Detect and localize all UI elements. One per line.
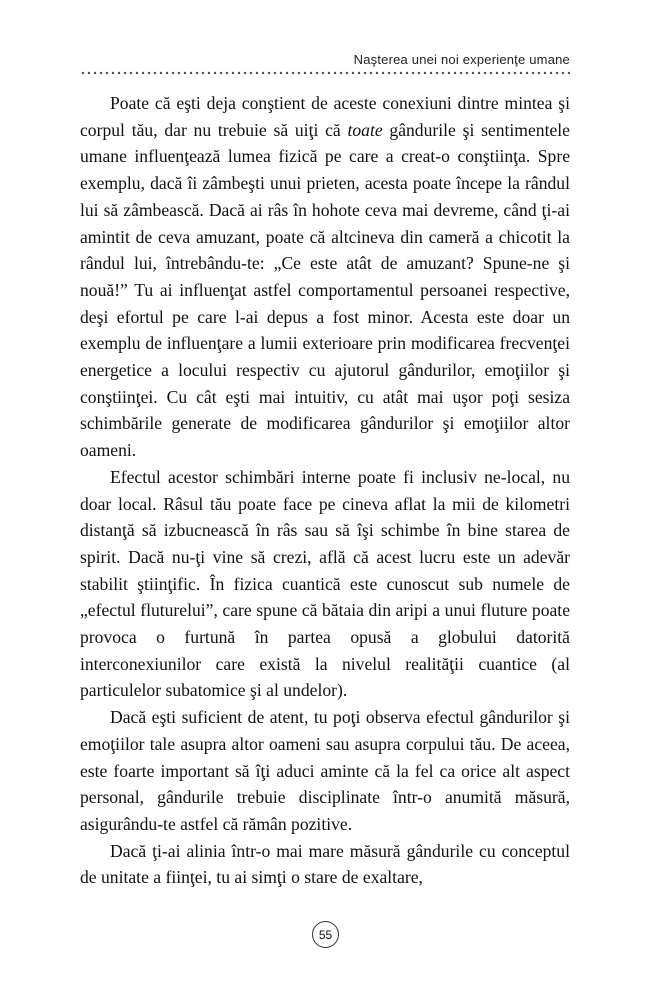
running-head-title: Naşterea unei noi experienţe umane: [353, 52, 570, 67]
body-text: [80, 90, 570, 891]
paragraph-1: [80, 90, 570, 464]
paragraph-1-text-end: gândurile şi sentimentele umane influenţează lumea fizică pe care a creat-o conştiinţa. Spre exemplu, dacă îi zâmbeşti unui prieten, acesta poate începe la rândul lui să zâmbească. Dacă ai râs în hohote ceva mai devreme, când ţi-ai amintit de ceva amuzant, poate că altcineva din cameră a chicotit la rândul lui, întrebându-te: „Ce este atât de amuzant? Spune-ne şi nouă!” Tu ai influenţat astfel comportamentul persoanei respective, deşi efortul pe care l-ai depus a fost minor. Acesta este doar un exemplu de influenţare a lumii exterioare prin modificarea frecvenţei energetice a locului respectiv cu ajutorul gândurilor, emoţiilor şi conştiinţei. Cu cât eşti mai intuitiv, cu atât mai uşor poţi sesiza schimbările generate de modificarea gândurilor şi emoţiilor altor oameni.: [80, 119, 570, 461]
paragraph-3: Dacă eşti suficient de atent, tu poţi observa efectul gândurilor şi emoţiilor tale asupra altor oameni sau asupra corpului tău. De aceea, este foarte important să îţi aduci aminte că la fel ca orice alt aspect personal, gândurile trebuie disciplinate într-o anumită măsură, asigurându-te astfel că rămân pozitive.: [80, 707, 570, 834]
paragraph-4: Dacă ţi-ai alinia într-o mai mare măsură gândurile cu conceptul de unitate a fiinţei, tu ai simţi o stare de exaltare,: [80, 840, 570, 888]
dotted-rule: [80, 71, 570, 75]
page-number: 55: [312, 921, 339, 948]
paragraph-1-text-start: Poate că eşti deja conştient de aceste conexiuni dintre mintea şi corpul tău, dar nu trebuie să uiţi că: [80, 93, 570, 140]
emphasized-word: toate: [347, 119, 383, 140]
paragraph-2: Efectul acestor schimbări interne poate fi inclusiv ne-local, nu doar local. Râsul tău poate face pe cineva aflat la mii de kilometri distanţă să izbucnească în râs sau să îşi schimbe în bine starea de spirit. Dacă nu-ţi vine să crezi, află că acest lucru este un adevăr stabilit ştiinţific. În fizica cuantică este cunoscut sub numele de „efectul fluturelui”, care spune că bătaia din aripi a unui fluture poate provoca o furtună în partea opusă a globului datorită interconexiunilor care există la nivelul realităţii cuantice (al particulelor subatomice şi al undelor).: [80, 466, 570, 701]
